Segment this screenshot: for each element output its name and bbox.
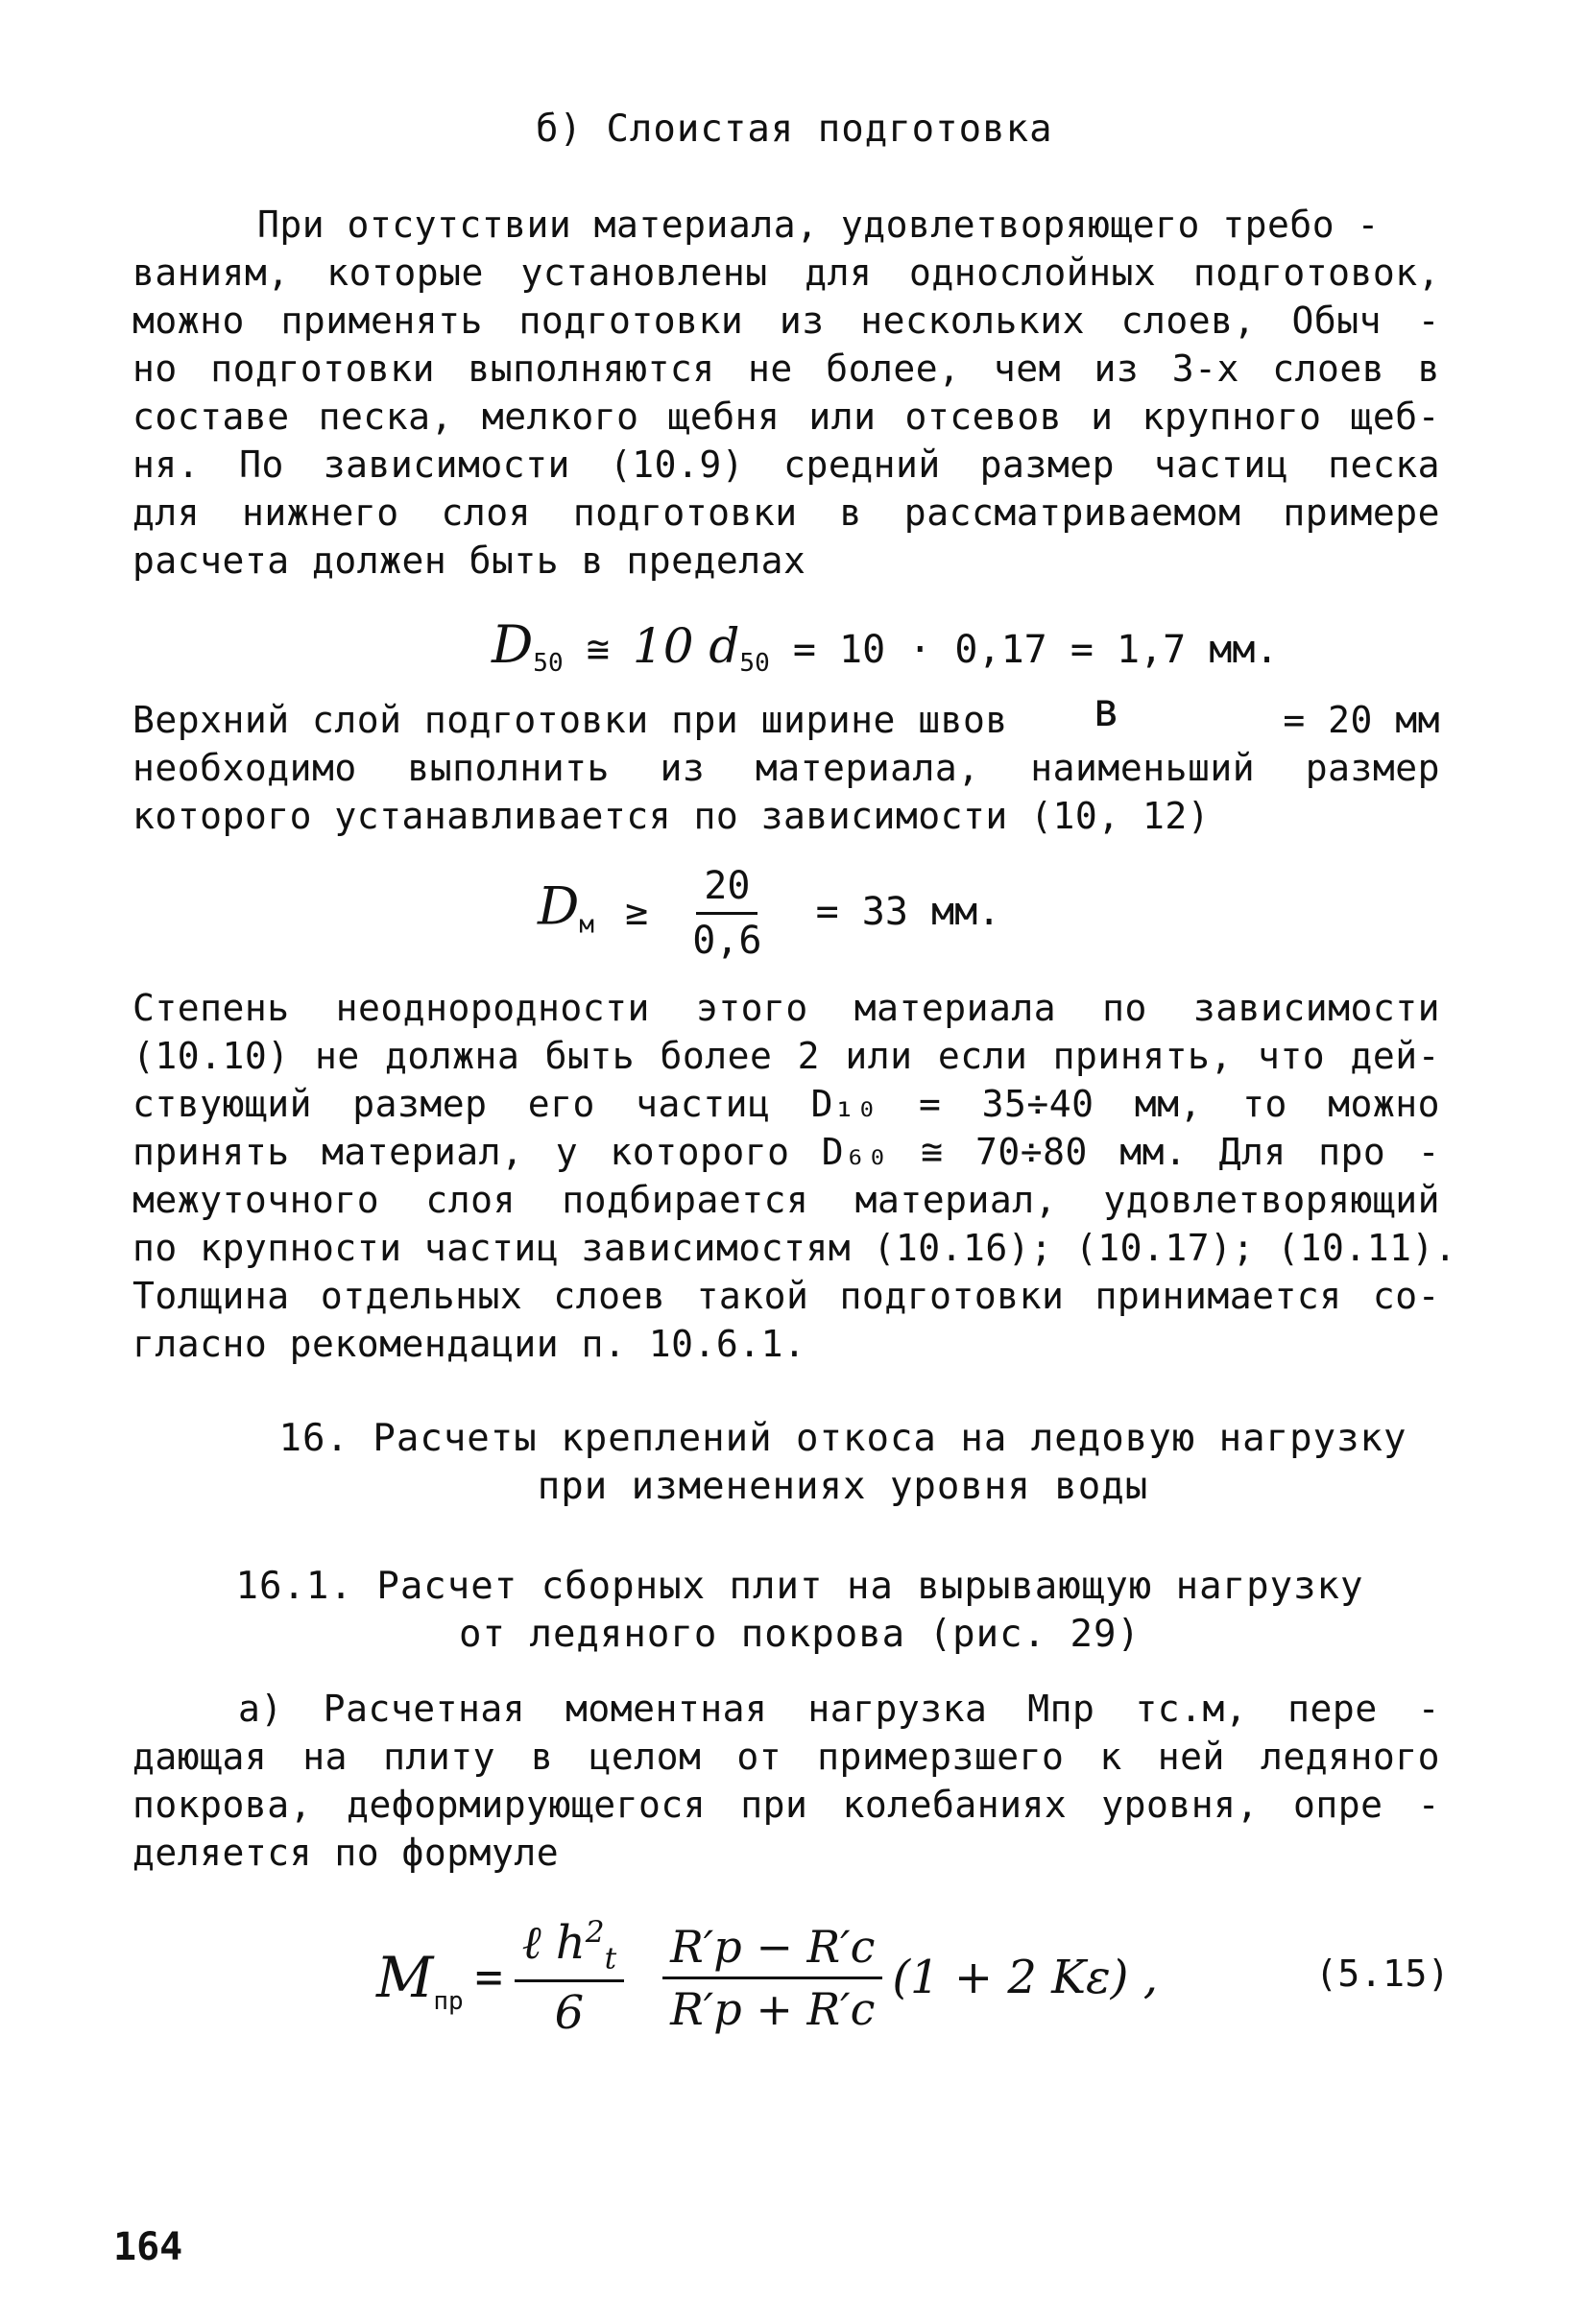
para3-line-5: межуточного слоя подбирается материал, удовлетворяющий — [132, 1179, 1440, 1221]
formula-dm-lhs-sub: м — [579, 910, 594, 940]
para3-line-6: по крупности частиц зависимостям (10.16); (10.17); (10.11). — [132, 1227, 1457, 1269]
para1-line-1: При отсутствии материала, удовлетворяющего требо - — [257, 204, 1380, 246]
formula-mpr-f2-den: R′p + R′c — [670, 1982, 876, 2035]
formula-mpr-fraction-2 — [662, 1921, 882, 2035]
formula-mpr-f2-num: R′p − R′c — [662, 1921, 882, 1979]
formula-mpr-f1-num — [515, 1915, 625, 1983]
para1-line-5: составе песка, мелкого щебня или отсевов и крупного щеб- — [132, 395, 1440, 438]
formula-mpr-tail: (1 + 2 Kε) , — [892, 1951, 1158, 2004]
para4-line-1: а) Расчетная моментная нагрузка Mпр тс.м, пере - — [238, 1688, 1440, 1730]
para3-line-3: ствующий размер его частиц D₁₀ = 35÷40 мм, то можно — [132, 1083, 1440, 1125]
formula-dm-lhs: D — [538, 875, 580, 937]
page-number: 164 — [113, 2225, 183, 2269]
para3-line-4: принять материал, у которого D₆₀ ≅ 70÷80 мм. Для про - — [132, 1131, 1440, 1173]
para3-line-8: гласно рекомендации п. 10.6.1. — [132, 1323, 806, 1365]
formula-number: (5.15) — [1315, 1953, 1451, 1995]
subsection-heading: б) Слоистая подготовка — [536, 108, 1053, 151]
para1-line-8: расчета должен быть в пределах — [132, 539, 806, 582]
formula-dm-rest: = 33 мм. — [815, 889, 1001, 934]
formula-mpr-equals: = — [474, 1951, 503, 2004]
para4-line-4: деляется по формуле — [132, 1832, 560, 1874]
formula-dm-fraction — [685, 864, 769, 963]
formula-d50-lhs: D — [492, 614, 534, 675]
para3-line-7: Толщина отдельных слоев такой подготовки принимается со- — [132, 1275, 1440, 1317]
formula-mpr — [376, 1901, 1158, 2054]
para2-width-value: = 20 мм — [1283, 699, 1440, 741]
formula-d50-rest: = 10 · 0,17 = 1,7 мм. — [792, 628, 1279, 672]
formula-d50-rel: ≅ — [586, 628, 610, 672]
formula-d50-mid: 10 d — [632, 618, 740, 674]
para2-width-symbol: в — [1093, 683, 1121, 737]
para1-line-7: для нижнего слоя подготовки в рассматриваемом примере — [132, 491, 1440, 534]
para3-line-2: (10.10) не должна быть более 2 или если принять, что дей- — [132, 1035, 1440, 1077]
para4-line-3: покрова, деформирующегося при колебаниях уровня, опре - — [132, 1784, 1440, 1826]
para1-line-3: можно применять подготовки из нескольких слоев, Обыч - — [132, 299, 1440, 342]
formula-mpr-lhs-sub: пр — [433, 1987, 464, 2016]
para1-line-6: ня. По зависимости (10.9) средний размер частиц песка — [132, 443, 1440, 486]
formula-mpr-f1-num-sub: t — [604, 1941, 617, 1977]
formula-d50 — [492, 614, 1279, 678]
para2-line-2: необходимо выполнить из материала, наименьший размер — [132, 747, 1440, 789]
para4-line-2: дающая на плиту в целом от примерзшего к ней ледяного — [132, 1736, 1440, 1778]
section-16-heading-line-2: при изменениях уровня воды — [537, 1465, 1149, 1508]
formula-dm-num: 20 — [696, 864, 757, 915]
formula-dm-rel: ≥ — [625, 889, 649, 934]
section-16-heading-line-1: 16. Расчеты креплений откоса на ледовую нагрузку — [278, 1417, 1407, 1460]
formula-mpr-f1-num-sup: 2 — [585, 1914, 605, 1950]
section-16-1-heading-line-1: 16.1. Расчет сборных плит на вырывающую нагрузку — [235, 1565, 1364, 1608]
formula-mpr-f1-den: 6 — [554, 1986, 585, 2041]
para1-line-2: ваниям, которые установлены для однослойных подготовок, — [132, 252, 1440, 294]
para2-line-1: Верхний слой подготовки при ширине швов — [132, 699, 1008, 741]
formula-dm-den: 0,6 — [692, 919, 762, 963]
formula-mpr-fraction-1 — [515, 1915, 625, 2041]
para1-line-4: но подготовки выполняются не более, чем из 3-х слоев в — [132, 347, 1440, 390]
formula-mpr-lhs: M — [376, 1945, 434, 2010]
para2-line-3: которого устанавливается по зависимости (10, 12) — [132, 795, 1211, 837]
formula-d50-lhs-sub: 50 — [533, 649, 564, 678]
para3-line-1: Степень неоднородности этого материала по зависимости — [132, 987, 1440, 1029]
section-16-1-heading-line-2: от ледяного покрова (рис. 29) — [459, 1613, 1141, 1656]
formula-mpr-f1-num-text: ℓ h — [521, 1915, 586, 1970]
formula-d50-mid-sub: 50 — [739, 649, 770, 678]
formula-dm — [538, 864, 1000, 963]
